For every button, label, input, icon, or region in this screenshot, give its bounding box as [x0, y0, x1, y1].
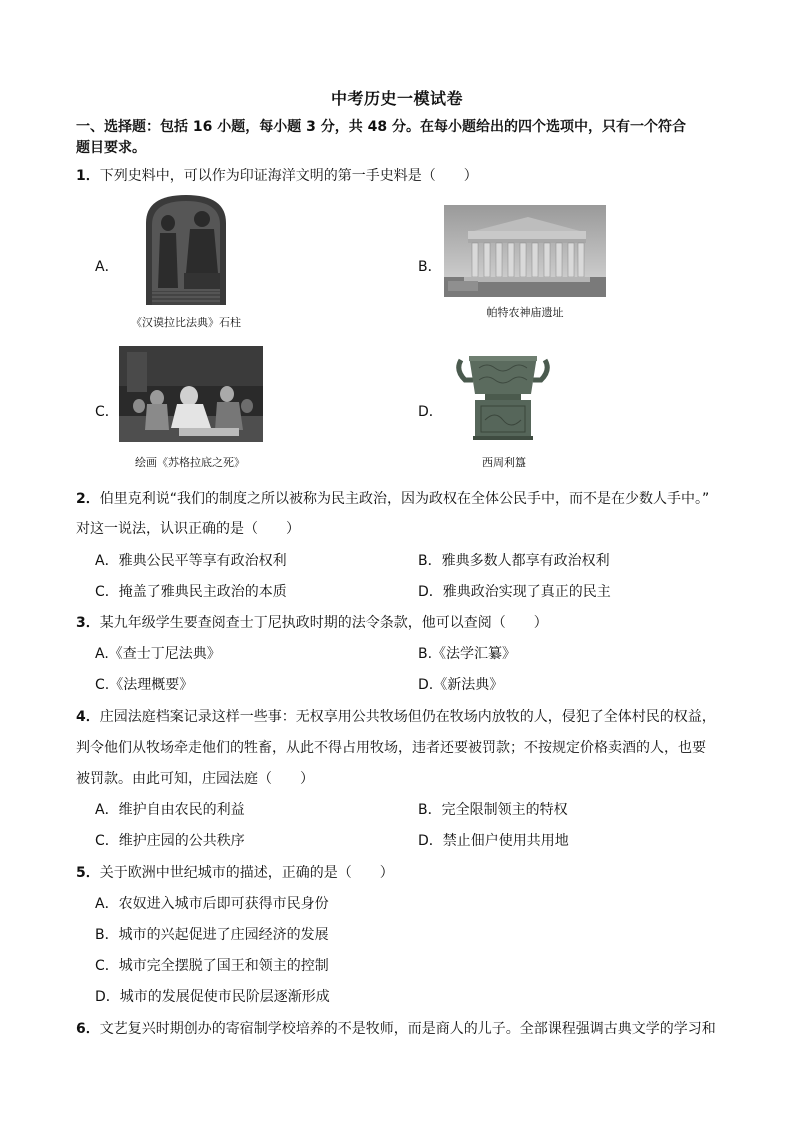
- page-title: 中考历史一模试卷: [330, 89, 463, 108]
- option-b-letter: B．: [418, 259, 442, 275]
- option-c: C．掩盖了雅典民主政治的本质: [95, 584, 287, 600]
- death-of-socrates-painting-image: [119, 346, 263, 442]
- question-stem-line2: 对这一说法，认识正确的是（ ）: [76, 521, 300, 537]
- parthenon-image: [444, 205, 606, 297]
- option-c: C.《法理概要》: [95, 677, 194, 693]
- question-4: [76, 706, 716, 726]
- option-c: C．维护庄园的公共秩序: [95, 833, 245, 849]
- question-stem-line1: 庄园法庭档案记录这样一些事：无权享用公共牧场但仍在牧场内放牧的人，侵犯了全体村民的权益，: [99, 709, 716, 725]
- question-stem-line1: 伯里克利说“我们的制度之所以被称为民主政治，因为政权在全体公民手中，而不是在少数人手中。”: [99, 491, 710, 507]
- question-number: 6．: [76, 1021, 100, 1037]
- caption-b: 帕特农神庙遗址: [486, 306, 564, 319]
- hammurabi-stele-image: [138, 193, 234, 305]
- option-d: D.《新法典》: [418, 677, 504, 693]
- option-a-letter: A．: [95, 259, 119, 275]
- option-b: B.《法学汇纂》: [418, 646, 517, 662]
- option-c-letter: C．: [95, 404, 119, 420]
- question-5: [76, 862, 394, 882]
- option-a: A.《查士丁尼法典》: [95, 646, 221, 662]
- section-heading: [76, 117, 756, 159]
- option-b: B．完全限制领主的特权: [418, 802, 568, 818]
- question-number: 3．: [76, 615, 100, 631]
- question-6: [76, 1018, 716, 1038]
- caption-c: 绘画《苏格拉底之死》: [135, 456, 245, 469]
- question-stem-line1: 文艺复兴时期创办的寄宿制学校培养的不是牧师，而是商人的儿子。全部课程强调古典文学的学习和: [99, 1021, 716, 1037]
- option-b: B．城市的兴起促进了庄园经济的发展: [95, 927, 329, 943]
- question-number: 5．: [76, 865, 100, 881]
- question-stem-line3: 被罚款。由此可知，庄园法庭（ ）: [76, 771, 314, 787]
- question-stem: 关于欧洲中世纪城市的描述，正确的是（ ）: [99, 865, 394, 881]
- question-1: [76, 165, 478, 185]
- question-number: 1．: [76, 168, 100, 184]
- question-stem: 某九年级学生要查阅查士丁尼执政时期的法令条款，他可以查阅（ ）: [99, 615, 548, 631]
- option-c: C．城市完全摆脱了国王和领主的控制: [95, 958, 329, 974]
- question-number: 2．: [76, 491, 100, 507]
- question-number: 4．: [76, 709, 100, 725]
- question-2: [76, 488, 709, 508]
- li-gui-bronze-vessel-image: [455, 350, 551, 442]
- caption-d: 西周利簋: [482, 456, 526, 469]
- section-heading-line1: 一、选择题：包括 16 小题，每小题 3 分，共 48 分。在每小题给出的四个选项中，只有一个符合: [76, 119, 686, 135]
- option-d: D．城市的发展促使市民阶层逐渐形成: [95, 989, 330, 1005]
- caption-a: 《汉谟拉比法典》石柱: [131, 316, 241, 329]
- option-d-letter: D．: [418, 404, 443, 420]
- option-a: A．维护自由农民的利益: [95, 802, 245, 818]
- section-heading-line2: 题目要求。: [76, 140, 146, 156]
- option-d: D．禁止佃户使用共用地: [418, 833, 569, 849]
- option-a: A．农奴进入城市后即可获得市民身份: [95, 896, 329, 912]
- question-stem: 下列史料中，可以作为印证海洋文明的第一手史料是（ ）: [99, 168, 478, 184]
- option-b: B．雅典多数人都享有政治权利: [418, 553, 610, 569]
- question-3: [76, 612, 548, 632]
- question-stem-line2: 判令他们从牧场牵走他们的牲畜，从此不得占用牧场，违者还要被罚款；不按规定价格卖酒的人，也要: [76, 740, 706, 756]
- option-d: D．雅典政治实现了真正的民主: [418, 584, 611, 600]
- option-a: A．雅典公民平等享有政治权利: [95, 553, 287, 569]
